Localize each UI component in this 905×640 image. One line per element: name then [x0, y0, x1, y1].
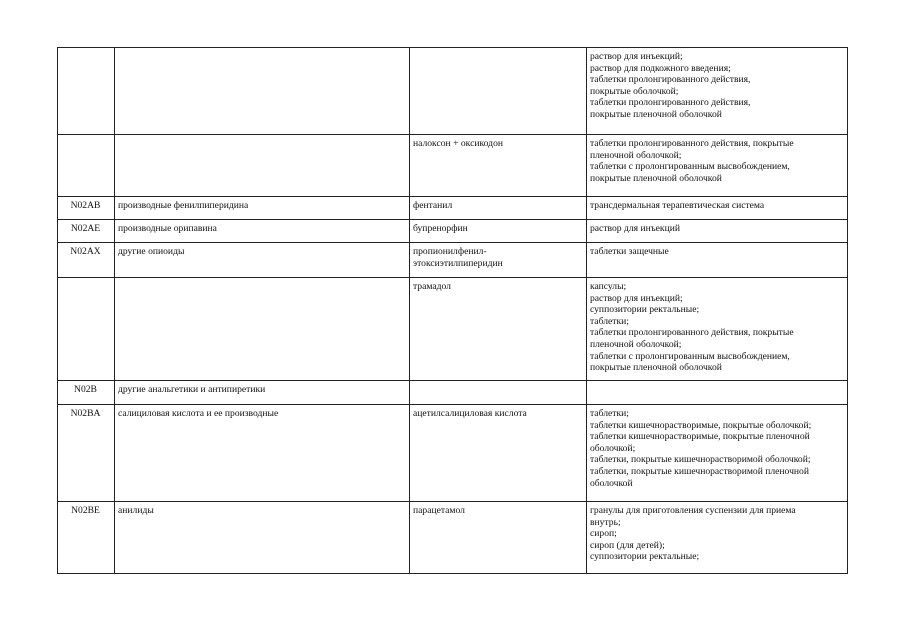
table-row: [58, 135, 848, 197]
dosage-form-line: таблетки пролонгированного действия,: [590, 97, 751, 109]
drug-name-line: бупренорфин: [413, 223, 468, 234]
dosage-forms-cell: [587, 243, 848, 278]
dosage-form-line: таблетки пролонгированного действия,: [590, 74, 751, 86]
drug-name-line: ацетилсалициловая кислота: [413, 408, 527, 419]
group-name-cell: [115, 135, 410, 197]
drug-name-cell: [410, 48, 587, 135]
drug-name-line: парацетамол: [413, 505, 465, 516]
dosage-form-line: таблетки;: [590, 315, 629, 327]
dosage-form-line: оболочкой;: [590, 442, 636, 454]
dosage-form-line: таблетки защечные: [590, 246, 669, 257]
dosage-form-line: сироп (для детей);: [590, 539, 665, 551]
table-row: [58, 220, 848, 243]
group-name-cell: производные орипавина: [115, 220, 410, 243]
atc-code-cell: [58, 48, 115, 135]
drug-name-cell: [410, 405, 587, 502]
dosage-form-line: покрытые оболочкой;: [590, 85, 679, 97]
atc-code-cell: N02AX: [58, 243, 115, 278]
dosage-form-line: таблетки с пролонгированным высвобождением,: [590, 350, 790, 362]
table-row: [58, 48, 848, 135]
drug-name-line: фентанил: [413, 200, 453, 211]
drug-name-cell: [410, 197, 587, 220]
dosage-form-line: раствор для инъекций;: [590, 292, 683, 304]
group-name-cell: анилиды: [115, 502, 410, 574]
dosage-form-line: трансдермальная терапевтическая система: [590, 200, 765, 211]
dosage-forms-cell: [587, 135, 848, 197]
dosage-forms-cell: [587, 197, 848, 220]
dosage-form-line: суппозитории ректальные;: [590, 304, 700, 316]
dosage-forms-cell: [587, 381, 848, 405]
atc-code-cell: N02AE: [58, 220, 115, 243]
atc-code-cell: [58, 135, 115, 197]
dosage-form-line: пленочной оболочкой;: [590, 338, 682, 350]
atc-code-cell: N02BA: [58, 405, 115, 502]
drug-classification-table: [57, 47, 848, 574]
dosage-form-line: капсулы;: [590, 281, 627, 292]
group-name-cell: другие анальгетики и антипиретики: [115, 381, 410, 405]
drug-name-cell: [410, 243, 587, 278]
dosage-form-line: таблетки кишечнорастворимые, покрытые оболочкой;: [590, 419, 812, 431]
table-row: [58, 381, 848, 405]
drug-name-line: пропионилфенил-: [413, 246, 487, 257]
dosage-form-line: покрытые пленочной оболочкой: [590, 172, 722, 184]
atc-code-cell: N02AB: [58, 197, 115, 220]
dosage-form-line: таблетки, покрытые кишечнорастворимой оболочкой;: [590, 454, 811, 466]
dosage-form-line: таблетки пролонгированного действия, покрытые: [590, 327, 794, 339]
dosage-form-line: таблетки, покрытые кишечнорастворимой пленочной: [590, 465, 809, 477]
group-name-cell: [115, 278, 410, 381]
drug-name-cell: [410, 381, 587, 405]
group-name-cell: другие опиоиды: [115, 243, 410, 278]
dosage-forms-cell: [587, 405, 848, 502]
drug-name-cell: [410, 220, 587, 243]
dosage-form-line: раствор для инъекций: [590, 223, 680, 234]
dosage-forms-cell: [587, 278, 848, 381]
dosage-form-line: суппозитории ректальные;: [590, 551, 700, 563]
drug-name-cell: [410, 502, 587, 574]
drug-name-line: налоксон + оксикодон: [413, 138, 503, 149]
dosage-form-line: раствор для инъекций;: [590, 51, 683, 62]
dosage-form-line: оболочкой: [590, 477, 633, 489]
dosage-forms-cell: [587, 220, 848, 243]
dosage-form-line: раствор для подкожного введения;: [590, 62, 731, 74]
table-row: [58, 197, 848, 220]
dosage-form-line: таблетки;: [590, 408, 629, 419]
drug-name-cell: [410, 278, 587, 381]
atc-code-cell: N02B: [58, 381, 115, 405]
dosage-form-line: пленочной оболочкой;: [590, 149, 682, 161]
table-body: [58, 48, 848, 574]
atc-code-cell: N02BE: [58, 502, 115, 574]
group-name-cell: салициловая кислота и ее производные: [115, 405, 410, 502]
dosage-forms-cell: [587, 502, 848, 574]
drug-name-line: этоксиэтилпиперидин: [413, 257, 503, 269]
drug-name-cell: [410, 135, 587, 197]
atc-code-cell: [58, 278, 115, 381]
group-name-cell: производные фенилпиперидина: [115, 197, 410, 220]
dosage-form-line: таблетки кишечнорастворимые, покрытые пленочной: [590, 431, 810, 443]
dosage-form-line: сироп;: [590, 528, 617, 540]
table-row: [58, 502, 848, 574]
dosage-form-line: таблетки пролонгированного действия, покрытые: [590, 138, 794, 149]
group-name-cell: [115, 48, 410, 135]
dosage-form-line: внутрь;: [590, 516, 621, 528]
table-row: [58, 405, 848, 502]
drug-name-line: трамадол: [413, 281, 451, 292]
table-row: [58, 243, 848, 278]
dosage-form-line: покрытые пленочной оболочкой: [590, 362, 722, 374]
dosage-form-line: покрытые пленочной оболочкой: [590, 108, 722, 120]
dosage-forms-cell: [587, 48, 848, 135]
table-row: [58, 278, 848, 381]
dosage-form-line: гранулы для приготовления суспензии для приема: [590, 505, 796, 516]
dosage-form-line: таблетки с пролонгированным высвобождением,: [590, 161, 790, 173]
